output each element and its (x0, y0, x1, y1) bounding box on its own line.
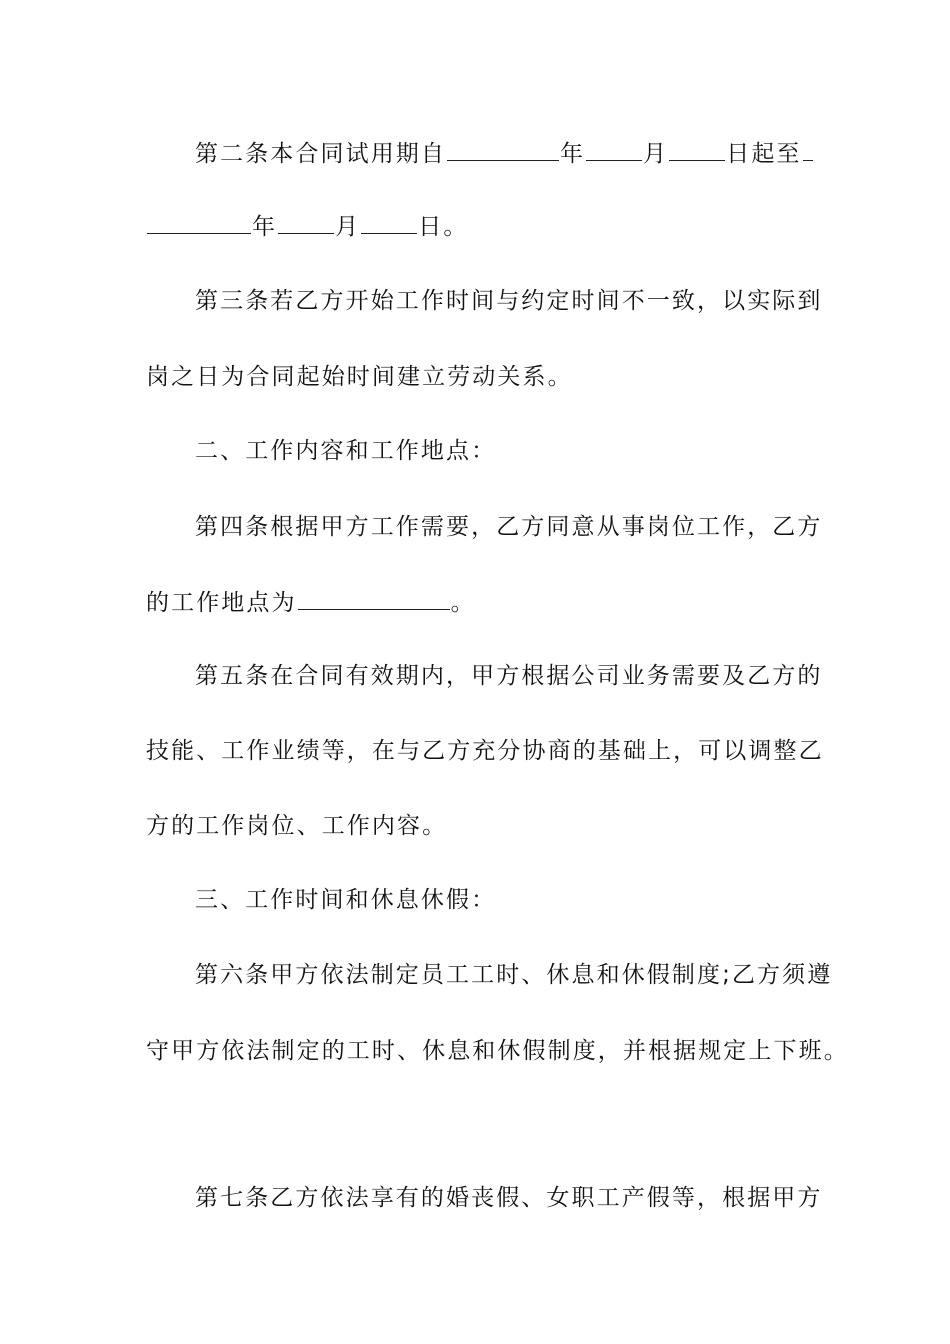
article-2-line-2 (146, 211, 826, 242)
article-2-day-end-label: 日。 (418, 214, 469, 240)
article-2-year-label: 年 (560, 141, 586, 167)
article-2-line-1 (195, 138, 875, 169)
article-5-line-3: 方的工作岗位、工作内容。 (146, 813, 448, 839)
article-3-line-2: 岗之日为合同起始时间建立劳动关系。 (146, 364, 573, 390)
blank-year-end-part-1[interactable] (803, 138, 813, 161)
article-3-line-1: 第三条若乙方开始工作时间与约定时间不一致，以实际到 (195, 288, 823, 314)
article-6-line-2: 守甲方依法制定的工时、休息和休假制度，并根据规定上下班。 (146, 1038, 849, 1064)
article-2-month-label: 月 (643, 141, 669, 167)
section-3-heading: 三、工作时间和休息休假： (195, 887, 497, 913)
blank-work-location[interactable] (298, 587, 450, 610)
blank-day-end[interactable] (361, 211, 417, 234)
article-4-period: 。 (450, 590, 476, 616)
article-2-year-end-label: 年 (252, 214, 278, 240)
article-5-line-1: 第五条在合同有效期内，甲方根据公司业务需要及乙方的 (195, 663, 823, 689)
section-2-heading: 二、工作内容和工作地点： (195, 438, 497, 464)
blank-month-start[interactable] (586, 138, 642, 161)
article-6-line-1: 第六条甲方依法制定员工工时、休息和休假制度;乙方须遵 (195, 962, 833, 988)
article-5-line-2: 技能、工作业绩等，在与乙方充分协商的基础上，可以调整乙 (146, 738, 824, 764)
article-4-location-label: 的工作地点为 (146, 590, 297, 616)
blank-year-end[interactable] (147, 211, 251, 234)
blank-year-start[interactable] (447, 138, 559, 161)
blank-month-end[interactable] (278, 211, 334, 234)
article-2-text-start: 第二条本合同试用期自 (195, 141, 446, 167)
article-7-line-1: 第七条乙方依法享有的婚丧假、女职工产假等，根据甲方 (195, 1185, 823, 1211)
article-4-line-1: 第四条根据甲方工作需要，乙方同意从事岗位工作，乙方 (195, 514, 823, 540)
article-4-line-2 (146, 587, 826, 618)
article-2-month-end-label: 月 (335, 214, 361, 240)
blank-day-start[interactable] (669, 138, 725, 161)
article-2-day-label: 日起至 (726, 141, 802, 167)
